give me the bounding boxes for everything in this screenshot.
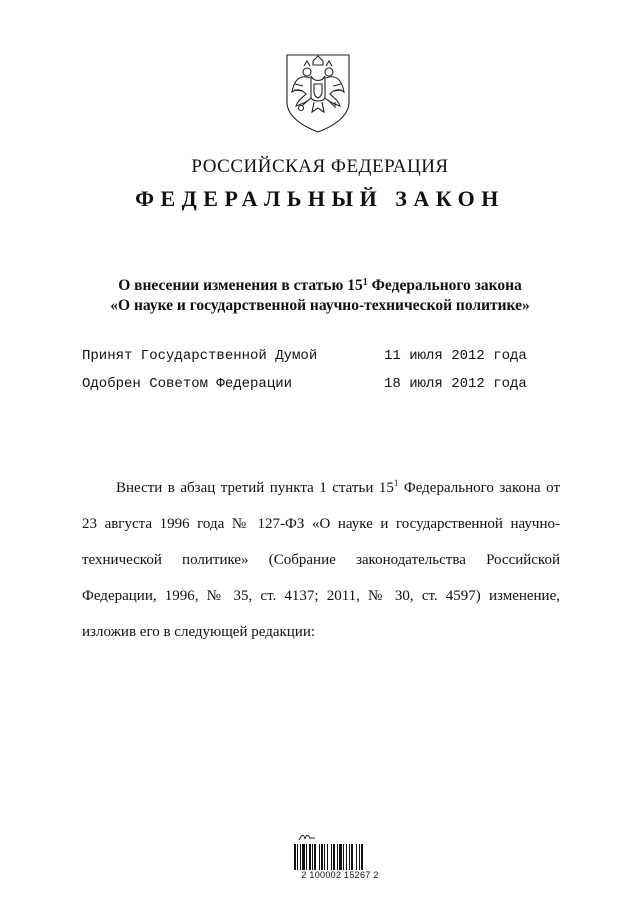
subject-line-1-tail: Федерального закона [367,277,522,294]
barcode-bar [349,844,350,870]
barcode-icon [294,844,382,870]
adoption-block [82,342,542,398]
russian-coat-of-arms-icon [284,52,352,134]
barcode-bar [359,844,360,870]
barcode-bar [321,844,323,870]
subject-line-2: «О науке и государственной научно-технической политике» [110,297,530,314]
barcode-bar [324,844,325,870]
body-paragraph [82,470,560,650]
country-name: РОССИЙСКАЯ ФЕДЕРАЦИЯ [191,156,449,177]
barcode-bar [319,844,320,870]
subject-line-1-text: О внесении изменения в статью 15 [118,277,363,294]
barcode-bar [343,844,344,870]
barcode-bar [314,844,316,870]
adoption-label: Принят Государственной Думой [82,348,318,364]
barcode-bar [331,844,332,870]
adoption-date: 11 июля 2012 года [384,348,527,364]
law-body [82,470,560,650]
law-subject-title [0,276,640,316]
barcode-bar [302,844,305,870]
barcode-block [290,832,390,882]
barcode-bar [294,844,296,870]
barcode-bar [351,844,353,870]
subject-line-1 [0,276,640,296]
coat-of-arms-emblem [284,52,352,134]
barcode-bar [312,844,313,870]
barcode-bar [297,844,298,870]
barcode-bar [300,844,301,870]
body-text-start: Внести в абзац третий пункта 1 статьи 15 [116,480,394,496]
body-superscript: 1 [393,478,399,488]
barcode-bar [333,844,335,870]
barcode-bar [346,844,347,870]
adoption-label: Одобрен Советом Федерации [82,376,293,392]
barcode-number: 2 100002 15267 2 [301,870,379,880]
adoption-row-duma [82,342,542,370]
body-text-rest: Федерального закона от 23 августа 1996 года № 127-ФЗ «О науке и государственной научно-технической политике» (Собрание законодательства Российской Федерации, 1996, № 35, ст. 4137; 2011, № 30, ст. 4597) изменение, изложив его в следующей редакции: [82,480,560,640]
document-type-title: ФЕДЕРАЛЬНЫЙ ЗАКОН [135,186,505,211]
barcode-bar [337,844,338,870]
barcode-bar [309,844,311,870]
barcode-bar [356,844,357,870]
barcode-bar [327,844,328,870]
adoption-row-council [82,370,542,398]
subject-superscript: 1 [362,277,368,288]
adoption-date: 18 июля 2012 года [384,376,527,392]
barcode-bar [339,844,342,870]
handwritten-mark-icon [298,832,316,842]
barcode-bar [361,844,363,870]
barcode-bar [306,844,307,870]
